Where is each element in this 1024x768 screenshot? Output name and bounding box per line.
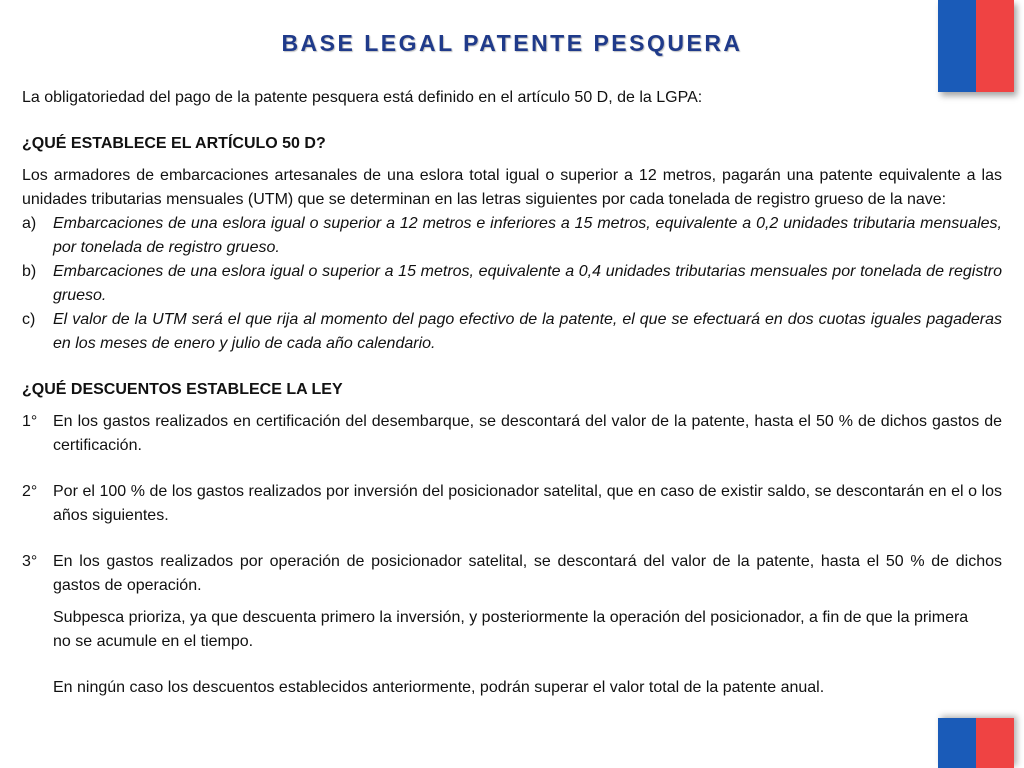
note-limit: En ningún caso los descuentos establecidos anteriormente, podrán superar el valor total de la patente anual. bbox=[53, 679, 825, 696]
list-marker: c) bbox=[22, 311, 36, 328]
section1-paragraph: Los armadores de embarcaciones artesanales de una eslora total igual o superior a 12 metros, pagarán una patente equivalente a las unidades tributarias mensuales (UTM) que se determinan en las letras siguientes por cada tonelada de registro grueso de la nave: bbox=[22, 167, 1002, 208]
list-item bbox=[22, 410, 1002, 458]
list-text: Por el 100 % de los gastos realizados por inversión del posicionador satelital, que en caso de existir saldo, se descontarán en el o los años siguientes. bbox=[53, 483, 1002, 524]
list-item bbox=[22, 308, 1002, 356]
section1-heading: ¿QUÉ ESTABLECE EL ARTÍCULO 50 D? bbox=[22, 135, 326, 152]
list-marker: a) bbox=[22, 215, 37, 232]
list-text: En los gastos realizados por operación de posicionador satelital, se descontará del valor de la patente, hasta el 50 % de dichos gastos de operación. bbox=[53, 553, 1002, 594]
list-marker: 2° bbox=[22, 483, 38, 500]
list-item bbox=[22, 550, 1002, 598]
list-marker: 1° bbox=[22, 413, 38, 430]
list-item bbox=[22, 480, 1002, 528]
list-text: El valor de la UTM será el que rija al momento del pago efectivo de la patente, el que se efectuará en dos cuotas iguales pagaderas en los meses de enero y julio de cada año calendario. bbox=[53, 311, 1002, 352]
flag-red-stripe bbox=[976, 718, 1014, 768]
list-text: Embarcaciones de una eslora igual o superior a 15 metros, equivalente a 0,4 unidades tributarias mensuales por tonelada de registro grueso. bbox=[53, 263, 1002, 304]
slide-content bbox=[22, 86, 1002, 700]
list-item bbox=[22, 212, 1002, 260]
intro-text: La obligatoriedad del pago de la patente pesquera está definido en el artículo 50 D, de la LGPA: bbox=[22, 89, 703, 106]
note-priority: Subpesca prioriza, ya que descuenta primero la inversión, y posteriormente la operación del posicionador, a fin de que la primera no se acumule en el tiempo. bbox=[53, 609, 969, 650]
flag-blue-stripe bbox=[938, 718, 976, 768]
list-text: Embarcaciones de una eslora igual o superior a 12 metros e inferiores a 15 metros, equivalente a 0,2 unidades tributaria mensuales, por tonelada de registro grueso. bbox=[53, 215, 1002, 256]
list-item bbox=[22, 260, 1002, 308]
flag-decoration-bottom bbox=[938, 718, 1014, 768]
list-marker: b) bbox=[22, 263, 37, 280]
section2-heading: ¿QUÉ DESCUENTOS ESTABLECE LA LEY bbox=[22, 381, 343, 398]
list-marker: 3° bbox=[22, 553, 38, 570]
list-text: En los gastos realizados en certificación del desembarque, se descontará del valor de la patente, hasta el 50 % de dichos gastos de certificación. bbox=[53, 413, 1002, 454]
page-title: BASE LEGAL PATENTE PESQUERA bbox=[281, 30, 743, 56]
